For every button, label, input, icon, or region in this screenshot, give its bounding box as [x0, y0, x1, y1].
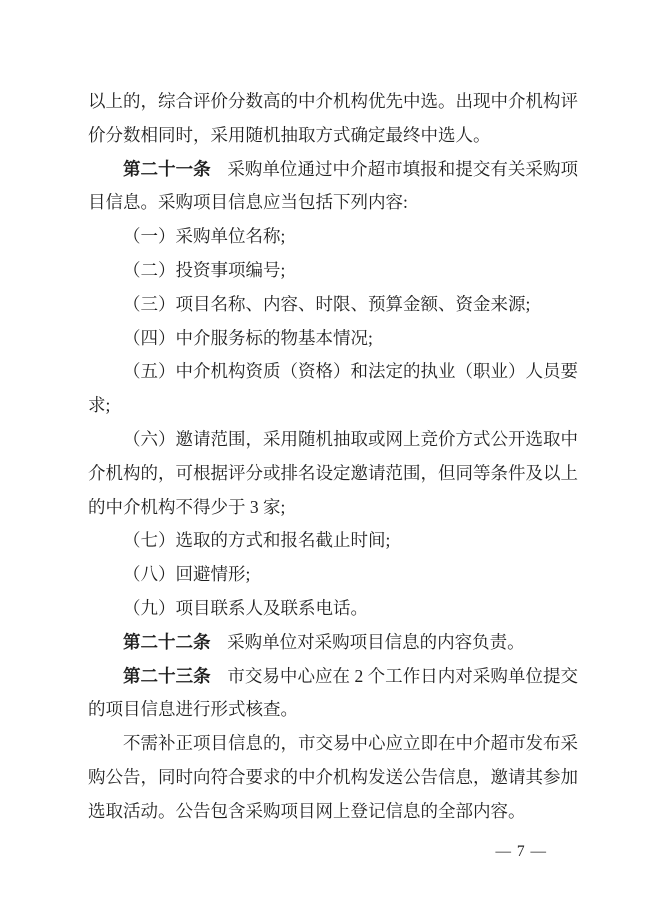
paragraph — [88, 626, 578, 660]
page-number: — 7 — — [495, 843, 547, 860]
paragraph — [88, 220, 578, 254]
paragraph — [88, 558, 578, 592]
paragraph — [88, 355, 578, 423]
document-body — [88, 85, 578, 829]
paragraph-text: （九）项目联系人及联系电话。 — [123, 597, 368, 618]
paragraph-text: （一）采购单位名称; — [123, 226, 286, 247]
paragraph — [88, 727, 578, 828]
paragraph — [88, 592, 578, 626]
paragraph-text: （二）投资事项编号; — [123, 259, 286, 280]
article-heading: 第二十一条 — [123, 158, 211, 179]
paragraph-text: 采购单位通过中介超市填报和提交有关采购项目信息。采购项目信息应当包括下列内容: — [88, 158, 579, 213]
paragraph-text: 以上的，综合评价分数高的中介机构优先中选。出现中介机构评价分数相同时，采用随机抽取方式确定最终中选人。 — [88, 91, 578, 145]
paragraph-text: （六）邀请范围，采用随机抽取或网上竞价方式公开选取中介机构的，可根据评分或排名设定邀请范围，但同等条件及以上的中介机构不得少于 3 家; — [88, 428, 578, 517]
paragraph — [88, 288, 578, 322]
paragraph — [88, 660, 578, 728]
paragraph-text: （七）选取的方式和报名截止时间; — [123, 530, 391, 551]
paragraph — [88, 254, 578, 288]
paragraph-text: （五）中介机构资质（资格）和法定的执业（职业）人员要求; — [88, 361, 578, 416]
paragraph-text: （四）中介服务标的物基本情况; — [123, 327, 373, 348]
paragraph — [88, 85, 578, 153]
paragraph-text: （八）回避情形; — [123, 564, 251, 585]
article-heading: 第二十三条 — [123, 665, 211, 686]
paragraph-text: 市交易中心应在 2 个工作日内对采购单位提交的项目信息进行形式核查。 — [88, 665, 579, 720]
paragraph-text: 不需补正项目信息的，市交易中心应立即在中介超市发布采购公告，同时向符合要求的中介机构发送公告信息，邀请其参加选取活动。公告包含采购项目网上登记信息的全部内容。 — [88, 733, 578, 821]
paragraph — [88, 423, 578, 524]
paragraph-text: （三）项目名称、内容、时限、预算金额、资金来源; — [123, 293, 531, 314]
paragraph — [88, 524, 578, 558]
article-heading: 第二十二条 — [123, 631, 211, 652]
paragraph — [88, 322, 578, 356]
paragraph-text: 采购单位对采购项目信息的内容负责。 — [227, 631, 525, 652]
paragraph — [88, 153, 578, 221]
